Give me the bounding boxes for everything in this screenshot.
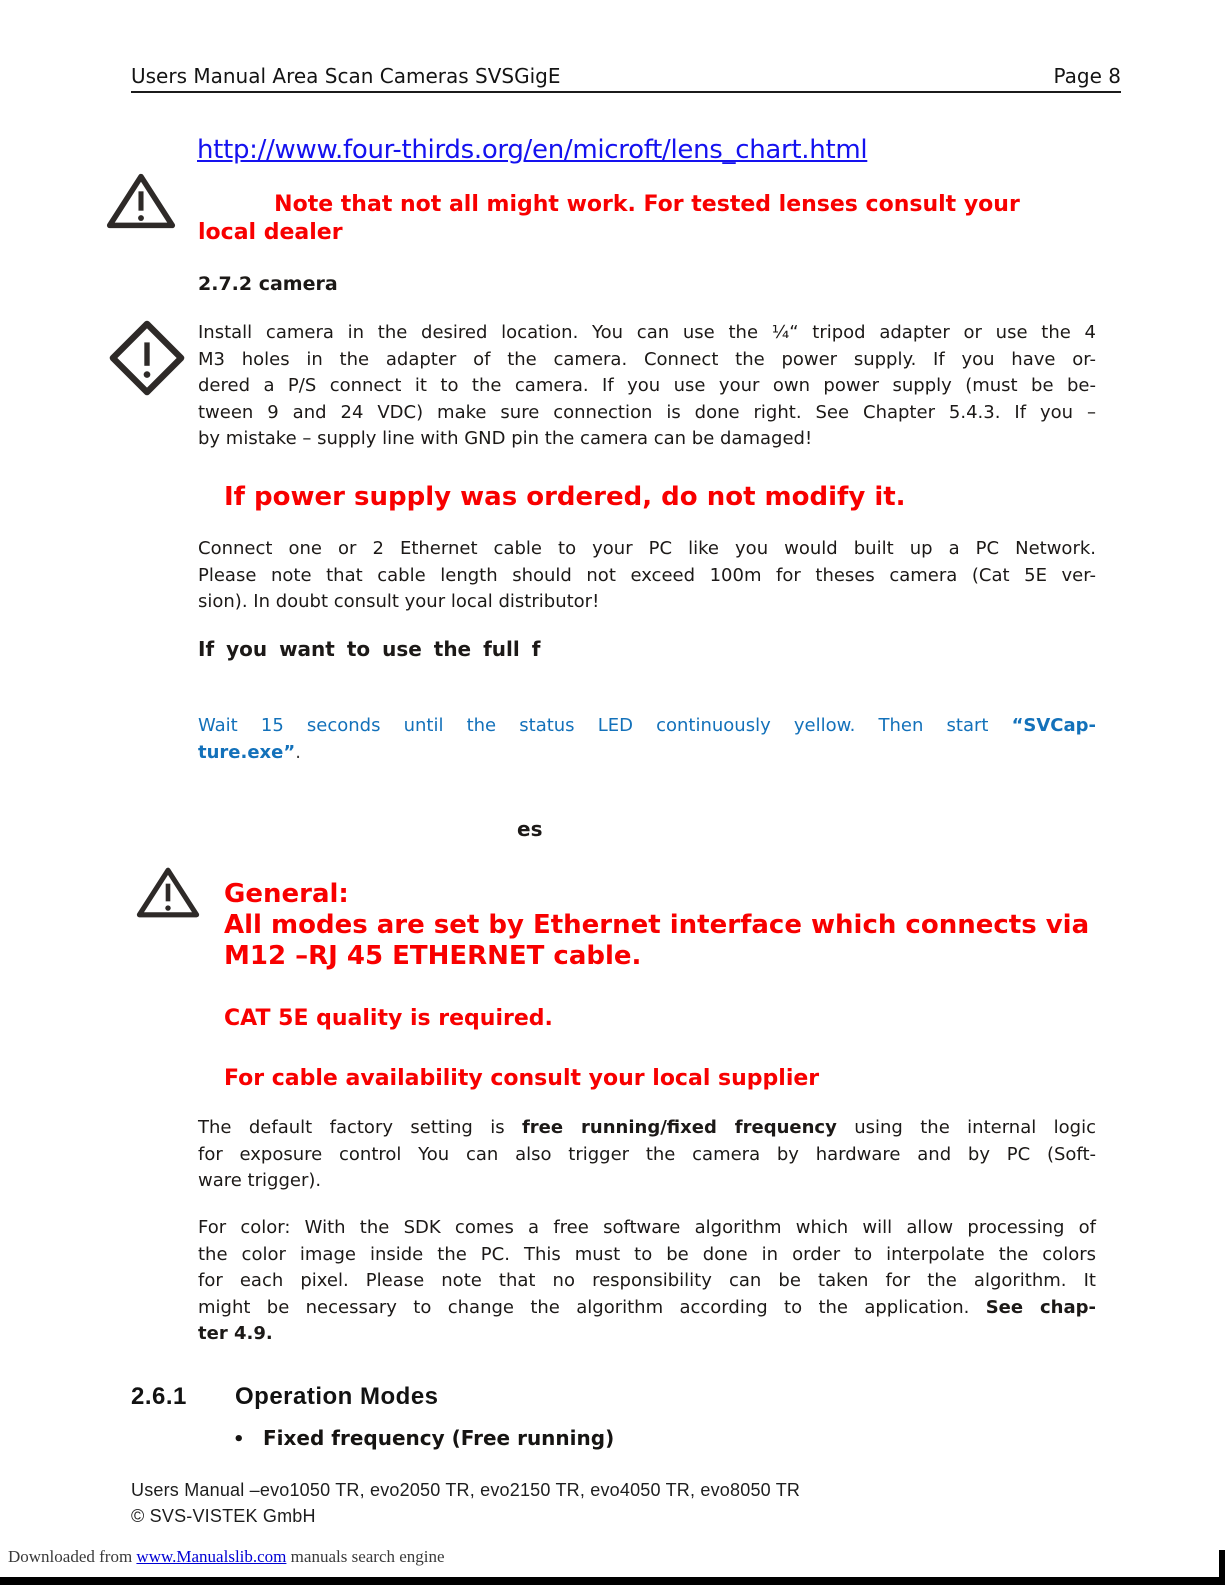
bullet-icon: •	[233, 1429, 245, 1450]
general-ethernet-note: General: All modes are set by Ethernet interface which connects via M12 –RJ 45 ETHERNET cable.	[224, 879, 1090, 971]
manualslib-link[interactable]: www.Manualslib.com	[136, 1547, 287, 1566]
cat5e-note: CAT 5E quality is required.	[224, 1006, 553, 1031]
cable-availability-note: For cable availability consult your local supplier	[224, 1066, 820, 1091]
scan-edge-bottom	[0, 1577, 1225, 1585]
footer-copyright-line: © SVS-VISTEK GmbH	[131, 1506, 316, 1526]
section-heading-2-7-2: 2.7.2 camera	[198, 273, 338, 295]
dealer-warning-note: Note that not all might work. For tested lenses consult your local dealer	[198, 192, 1020, 245]
color-sdk-paragraph: For color: With the SDK comes a free software algorithm which will allow processing of the color image inside the PC. This must to be done in order to interpolate the colors for each pixel. Please note that no responsibility can be taken for the algorithm. It might be necessary to change the algorithm according to the application. See chap- ter 4.9.	[198, 1217, 1096, 1344]
text-fragment-es: es	[517, 817, 543, 841]
section-number: 2.6.1	[131, 1383, 187, 1410]
header-rule	[131, 91, 1121, 93]
header-title: Users Manual Area Scan Cameras SVSGigE	[131, 64, 561, 88]
factory-setting-paragraph: The default factory setting is free running/fixed frequency using the internal logic for exposure control You can also trigger the camera by hardware and by PC (Soft- ware trigger).	[198, 1117, 1096, 1191]
footer-models-line: Users Manual –evo1050 TR, evo2050 TR, evo2150 TR, evo4050 TR, evo8050 TR	[131, 1480, 801, 1500]
manualslib-watermark	[8, 1547, 445, 1567]
warning-triangle-icon	[136, 866, 200, 919]
operation-mode-list-item	[233, 1426, 614, 1450]
warning-triangle-icon	[106, 172, 176, 230]
page-footer	[131, 1477, 800, 1529]
header-page-number: Page 8	[1053, 64, 1121, 88]
install-camera-paragraph: Install camera in the desired location. You can use the ¼“ tripod adapter or use the 4 M3 holes in the adapter of the camera. Connect the power supply. If you have or- dered a P/S connect it to the camera. If you use your own power supply (must be be- tween 9 and 24 VDC) make sure connection is done right. See Chapter 5.4.3. If you – by mistake – supply line with GND pin the camera can be damaged!	[198, 322, 1096, 449]
full-f-line: If you want to use the full f	[198, 637, 541, 661]
bullet-label: Fixed frequency (Free running)	[263, 1426, 615, 1450]
watermark-suffix: manuals search engine	[286, 1547, 445, 1566]
section-title: Operation Modes	[235, 1383, 439, 1410]
warning-diamond-icon	[108, 319, 186, 397]
watermark-prefix: Downloaded from	[8, 1547, 137, 1566]
power-supply-warning: If power supply was ordered, do not modify it.	[224, 482, 906, 512]
lens-chart-link[interactable]: http://www.four-thirds.org/en/microft/lens_chart.html	[197, 135, 868, 165]
section-heading-2-6-1	[131, 1383, 439, 1411]
ethernet-paragraph: Connect one or 2 Ethernet cable to your PC like you would built up a PC Network. Please note that cable length should not exceed 100m for theses camera (Cat 5E ver- sion). In doubt consult your local distributor!	[198, 538, 1096, 612]
wait-svcapture-paragraph: Wait 15 seconds until the status LED continuously yellow. Then start “SVCap- ture.exe”.	[198, 715, 1096, 763]
